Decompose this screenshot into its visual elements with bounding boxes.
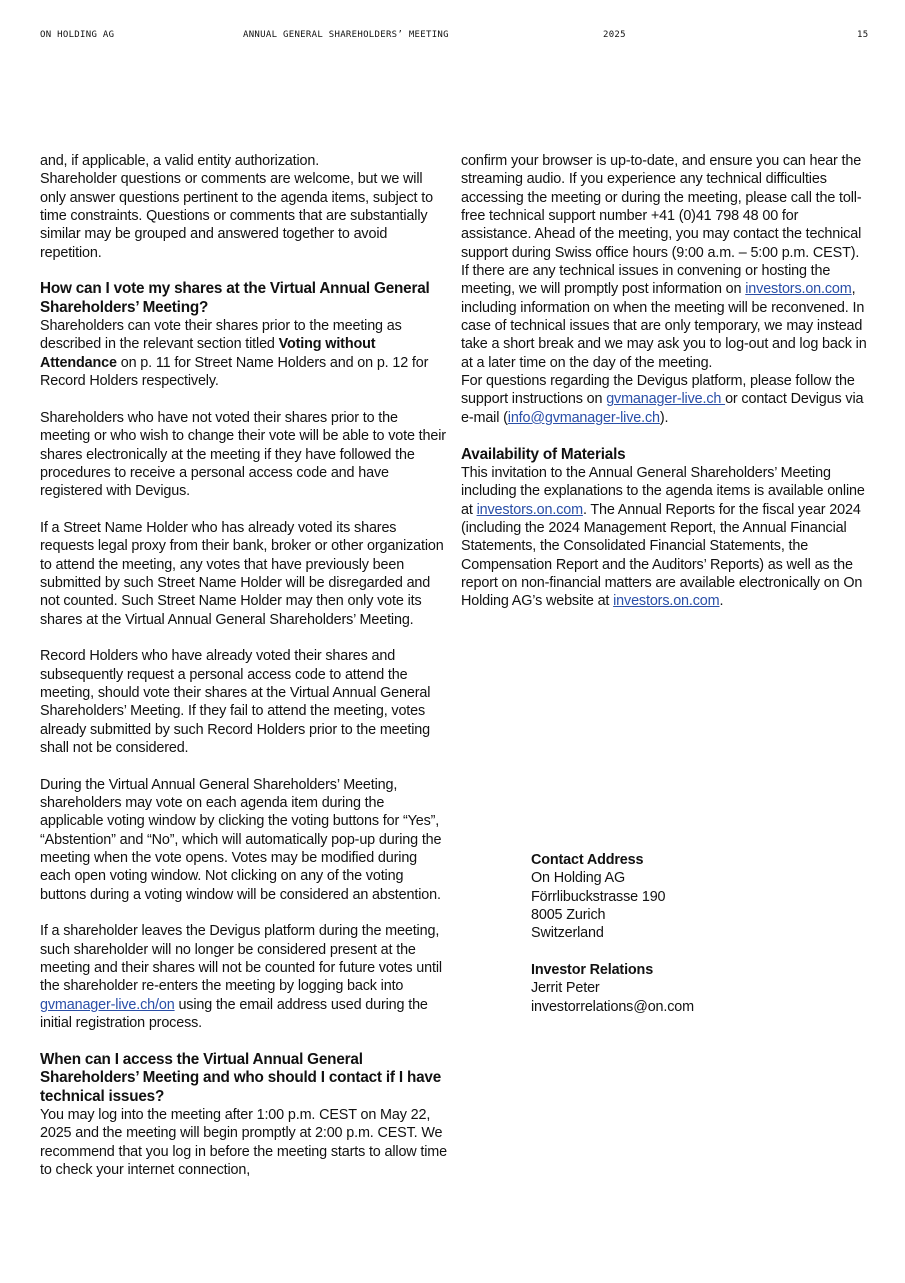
heading-availability-of-materials: Availability of Materials [461, 445, 626, 463]
paragraph-leaving-platform: If a shareholder leaves the Devigus platform during the meeting, such shareholder will no longer be considered present at the meeting and their shares will not be counted for future votes until the shareholder re-enters the meeting by logging back into gvmanager-live.ch/on using the email address used during the initial registration process. [40, 923, 442, 1032]
voting-without-attendance-ref: Voting without Attendance [40, 336, 376, 371]
paragraph-record-holders: Record Holders who have already voted their shares and subsequently request a personal access code to attend the meeting, should vote their shares at the Virtual Annual General Shareholders’ Meeting. If they fail to attend the meeting, votes already submitted by such Record Holders prior to the meeting shall not be considered. [40, 648, 431, 756]
investors-link[interactable]: investors.on.com [476, 501, 583, 518]
paragraph-materials: This invitation to the Annual General Shareholders’ Meeting including the explanations to the agenda items is available online at investors.on.com. The Annual Reports for the fiscal year 2024 (including the 2024 Management Report, the Annual Financial Statements, the Consolidated Financial Statements, the Compensation Report and the Auditors’ Reports) as well as the report on non-financial matters are available electronically on On Holding AG’s website at investors.on.com. [461, 464, 865, 610]
header-company: ON HOLDING AG [40, 30, 115, 40]
header-document-title: ANNUAL GENERAL SHAREHOLDERS’ MEETING [243, 30, 449, 40]
paragraph-entity-authorization: and, if applicable, a valid entity authorization. [40, 153, 320, 169]
address-line: On Holding AG [531, 870, 626, 887]
paragraph-shareholder-questions: Shareholder questions or comments are welcome, but we will only answer questions pertinent to the agenda items, subject to time constraints. Questions or comments that are substantially similar may be grouped and answered together to avoid repetition. [40, 171, 433, 261]
paragraph-devigus-support: For questions regarding the Devigus platform, please follow the support instructions on gvmanager-live.ch or contact Devigus via e-mail (info@gvmanager-live.ch). [461, 373, 864, 426]
running-header [0, 30, 905, 44]
paragraph-login-time: You may log into the meeting after 1:00 p.m. CEST on May 22, 2025 and the meeting will begin promptly at 2:00 p.m. CEST. We recommend that you log in before the meeting starts to allow time to check your internet connection, [40, 1106, 447, 1178]
paragraph-vote-electronically: Shareholders who have not voted their shares prior to the meeting or who wish to change their vote will be able to vote their shares electronically at the meeting if they have followed the procedures to receive a personal access code and have registered with Devigus. [40, 409, 446, 500]
gvmanager-on-link[interactable]: gvmanager-live.ch/on [40, 996, 175, 1013]
investor-relations-email[interactable]: investorrelations@on.com [531, 998, 694, 1015]
investors-website-link[interactable]: investors.on.com [613, 593, 720, 610]
investor-relations-title: Investor Relations [531, 962, 654, 979]
contact-block [531, 851, 831, 1016]
right-column [461, 152, 871, 611]
investors-link[interactable]: investors.on.com [745, 281, 852, 298]
paragraph-street-name-holder: If a Street Name Holder who has already voted its shares requests legal proxy from their bank, broker or other organization to attend the meeting, any votes that have previously been submitted by such Street Name Holder will be disregarded and not counted. Such Street Name Holder may then only vote its shares at the Virtual Annual General Shareholders’ Meeting. [40, 519, 444, 628]
address-line: Förrlibuckstrasse 190 [531, 888, 666, 905]
heading-access-and-contact: When can I access the Virtual Annual General Shareholders’ Meeting and who should I contact if I have technical issues? [40, 1050, 442, 1105]
paragraph-technical-issues: If there are any technical issues in convening or hosting the meeting, we will promptly post information on investors.on.com, including information on when the meeting will be reconvened. In case of technical issues that are only temporary, we may instead take a short break and we may ask you to log-out and log back in at a later time on the day of the meeting. [461, 263, 867, 371]
investor-relations-name: Jerrit Peter [531, 980, 600, 997]
paragraph-vote-prior: Shareholders can vote their shares prior to the meeting as described in the relevant section titled Voting without Attendance on p. 11 for Street Name Holders and on p. 12 for Record Holders respectively. [40, 318, 429, 390]
paragraph-technical-support: confirm your browser is up-to-date, and ensure you can hear the streaming audio. If you experience any technical difficulties accessing the meeting or during the meeting, please call the toll-free technical support number +41 (0)41 798 48 00 for assistance. Ahead of the meeting, you may contact the technical support during Swiss office hours (9:00 a.m. – 5:00 p.m. CEST). [461, 153, 862, 261]
gvmanager-link[interactable]: gvmanager-live.ch [606, 391, 726, 408]
investor-relations [531, 961, 831, 1016]
page-number: 15 [857, 30, 869, 40]
header-year: 2025 [603, 30, 626, 40]
devigus-email-link[interactable]: info@gvmanager-live.ch [507, 409, 660, 426]
contact-address-title: Contact Address [531, 852, 644, 868]
heading-how-to-vote: How can I vote my shares at the Virtual Annual General Shareholders’ Meeting? [40, 280, 430, 316]
left-column [40, 152, 450, 1179]
address-line: 8005 Zurich [531, 907, 606, 924]
paragraph-voting-window: During the Virtual Annual General Shareholders’ Meeting, shareholders may vote on each agenda item during the applicable voting window by clicking the voting buttons for “Yes”, “Abstention” and “No”, which will automatically pop-up during the meeting when the vote opens. Votes may be modified during each open voting window. Not clicking on any of the voting buttons during a voting window will be considered an abstention. [40, 776, 442, 903]
address-line: Switzerland [531, 925, 604, 942]
contact-address [531, 851, 831, 943]
